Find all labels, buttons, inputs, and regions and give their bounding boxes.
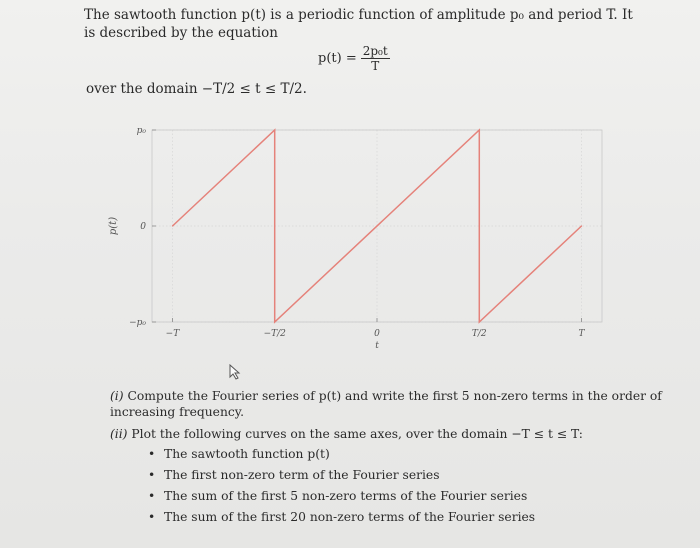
- data-point: [172, 225, 173, 226]
- question-1: [110, 388, 670, 420]
- equation-denominator: T: [371, 59, 380, 73]
- chart-labels: [108, 126, 586, 351]
- x-tick-label: 0: [374, 329, 380, 339]
- question-2: [110, 426, 670, 528]
- list-item: • The sum of the first 5 non-zero terms of the Fourier series: [148, 486, 670, 507]
- list-item: • The first non-zero term of the Fourier series: [148, 465, 670, 486]
- question-1-number: (i): [110, 389, 124, 403]
- y-axis-label: p(t): [108, 216, 119, 236]
- x-tick-label: T/2: [471, 329, 487, 339]
- equation-numerator: 2p₀t: [362, 44, 388, 58]
- y-tick-label: 0: [140, 222, 146, 232]
- question-2-text: Plot the following curves on the same axes, over the domain −T ≤ t ≤ T:: [131, 427, 583, 441]
- mouse-cursor-icon: [228, 364, 242, 380]
- question-2-number: (ii): [110, 427, 128, 441]
- x-axis-label: t: [375, 341, 379, 351]
- data-point: [479, 129, 480, 130]
- x-tick-label: T: [578, 329, 585, 339]
- question-1-text: Compute the Fourier series of p(t) and write the first 5 non-zero terms in the order of increasing frequency.: [110, 389, 662, 419]
- data-point: [479, 321, 480, 322]
- data-point: [274, 321, 275, 322]
- y-tick-label: p₀: [136, 126, 146, 136]
- data-point: [581, 225, 582, 226]
- x-tick-label: −T/2: [263, 329, 286, 339]
- list-item: • The sawtooth function p(t): [148, 444, 670, 465]
- data-point: [274, 129, 275, 130]
- domain-statement: over the domain −T/2 ≤ t ≤ T/2.: [86, 81, 307, 97]
- y-tick-label: −p₀: [129, 318, 146, 328]
- x-tick-label: −T: [165, 329, 180, 339]
- questions-block: [110, 388, 670, 534]
- curve-list: [148, 444, 670, 528]
- list-item: • The sum of the first 20 non-zero terms of the Fourier series: [148, 507, 670, 528]
- intro-paragraph: The sawtooth function p(t) is a periodic function of amplitude p₀ and period T. It is described by the equation: [84, 7, 633, 41]
- equation-lhs: p(t) =: [318, 51, 357, 66]
